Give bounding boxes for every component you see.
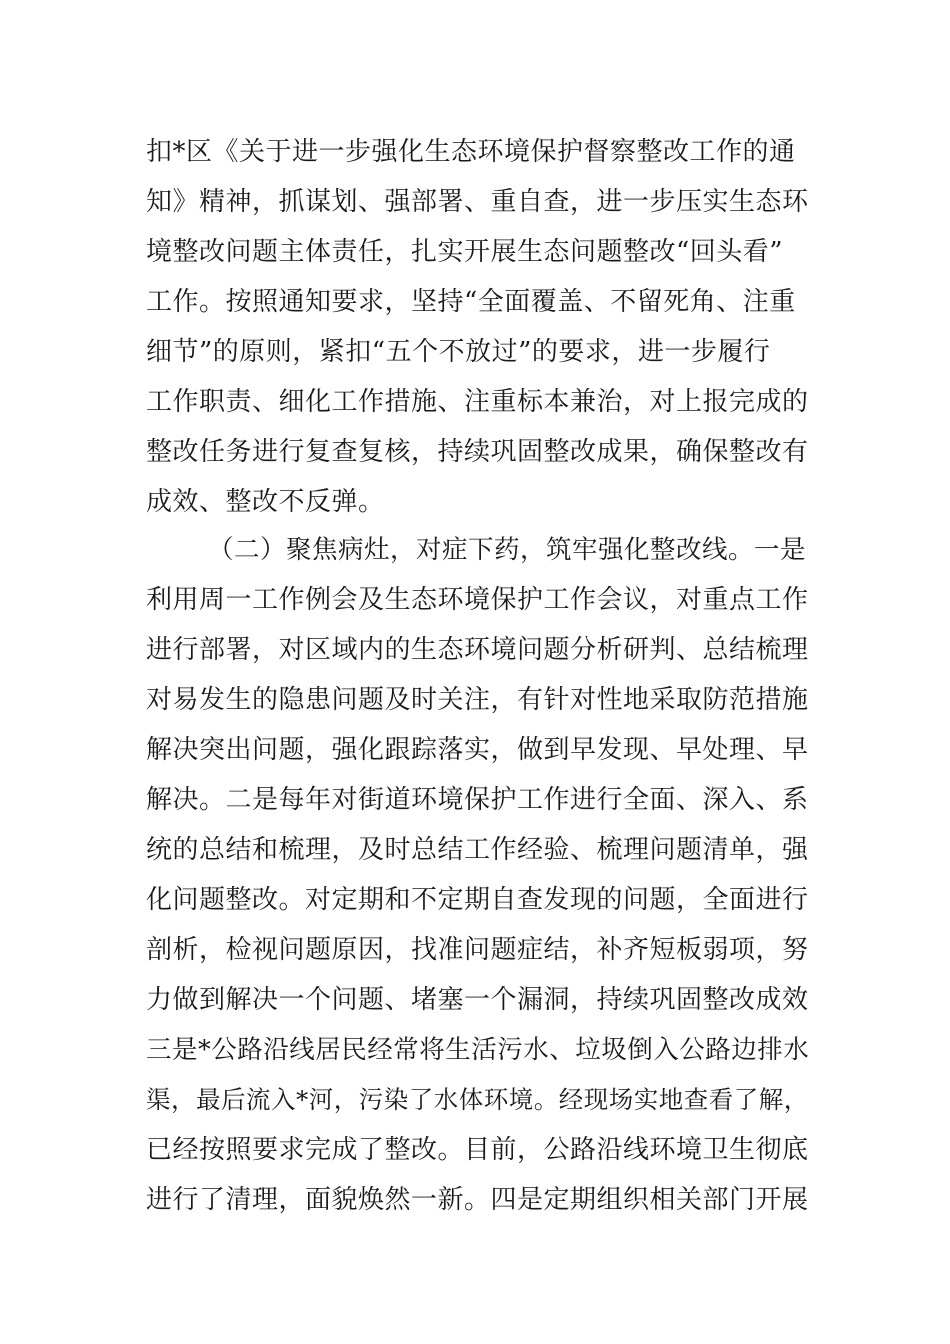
text-line: 对易发生的隐患问题及时关注，有针对性地采取防范措施: [146, 685, 809, 715]
text-line: 解决。二是每年对街道环境保护工作进行全面、深入、系: [146, 785, 809, 815]
text-line: 剖析，检视问题原因，找准问题症结，补齐短板弱项，努: [146, 935, 809, 965]
text-line: 细节”的原则，紧扣“五个不放过”的要求，进一步履行: [146, 337, 771, 367]
text-line: 利用周一工作例会及生态环境保护工作会议，对重点工作: [146, 585, 809, 615]
text-line: 进行部署，对区域内的生态环境问题分析研判、总结梳理: [146, 635, 809, 665]
text-line: 已经按照要求完成了整改。目前，公路沿线环境卫生彻底: [146, 1135, 809, 1165]
text-line: 工作职责、细化工作措施、注重标本兼治，对上报完成的: [146, 387, 809, 417]
text-line: 统的总结和梳理，及时总结工作经验、梳理问题清单，强: [146, 835, 809, 865]
text-line: 知》精神，抓谋划、强部署、重自查，进一步压实生态环: [146, 187, 809, 217]
text-line: 三是*公路沿线居民经常将生活污水、垃圾倒入公路边排水: [146, 1035, 810, 1065]
text-line: 境整改问题主体责任，扎实开展生态问题整改“回头看”: [146, 237, 784, 267]
text-line: 化问题整改。对定期和不定期自查发现的问题，全面进行: [146, 885, 809, 915]
text-line: 整改任务进行复查复核，持续巩固整改成果，确保整改有: [146, 437, 809, 467]
section-heading-line: （二）聚焦病灶，对症下药，筑牢强化整改线。一是: [208, 535, 807, 565]
text-line: 工作。按照通知要求，坚持“全面覆盖、不留死角、注重: [146, 287, 796, 317]
text-line: 扣*区《关于进一步强化生态环境保护督察整改工作的通: [146, 137, 796, 167]
text-line: 解决突出问题，强化跟踪落实，做到早发现、早处理、早: [146, 735, 809, 765]
text-line: 渠，最后流入*河，污染了水体环境。经现场实地查看了解，: [146, 1085, 809, 1114]
text-line: 成效、整改不反弹。: [146, 487, 385, 517]
text-line: 力做到解决一个问题、堵塞一个漏洞，持续巩固整改成效: [146, 985, 809, 1015]
text-line: 进行了清理，面貌焕然一新。四是定期组织相关部门开展: [146, 1185, 809, 1215]
